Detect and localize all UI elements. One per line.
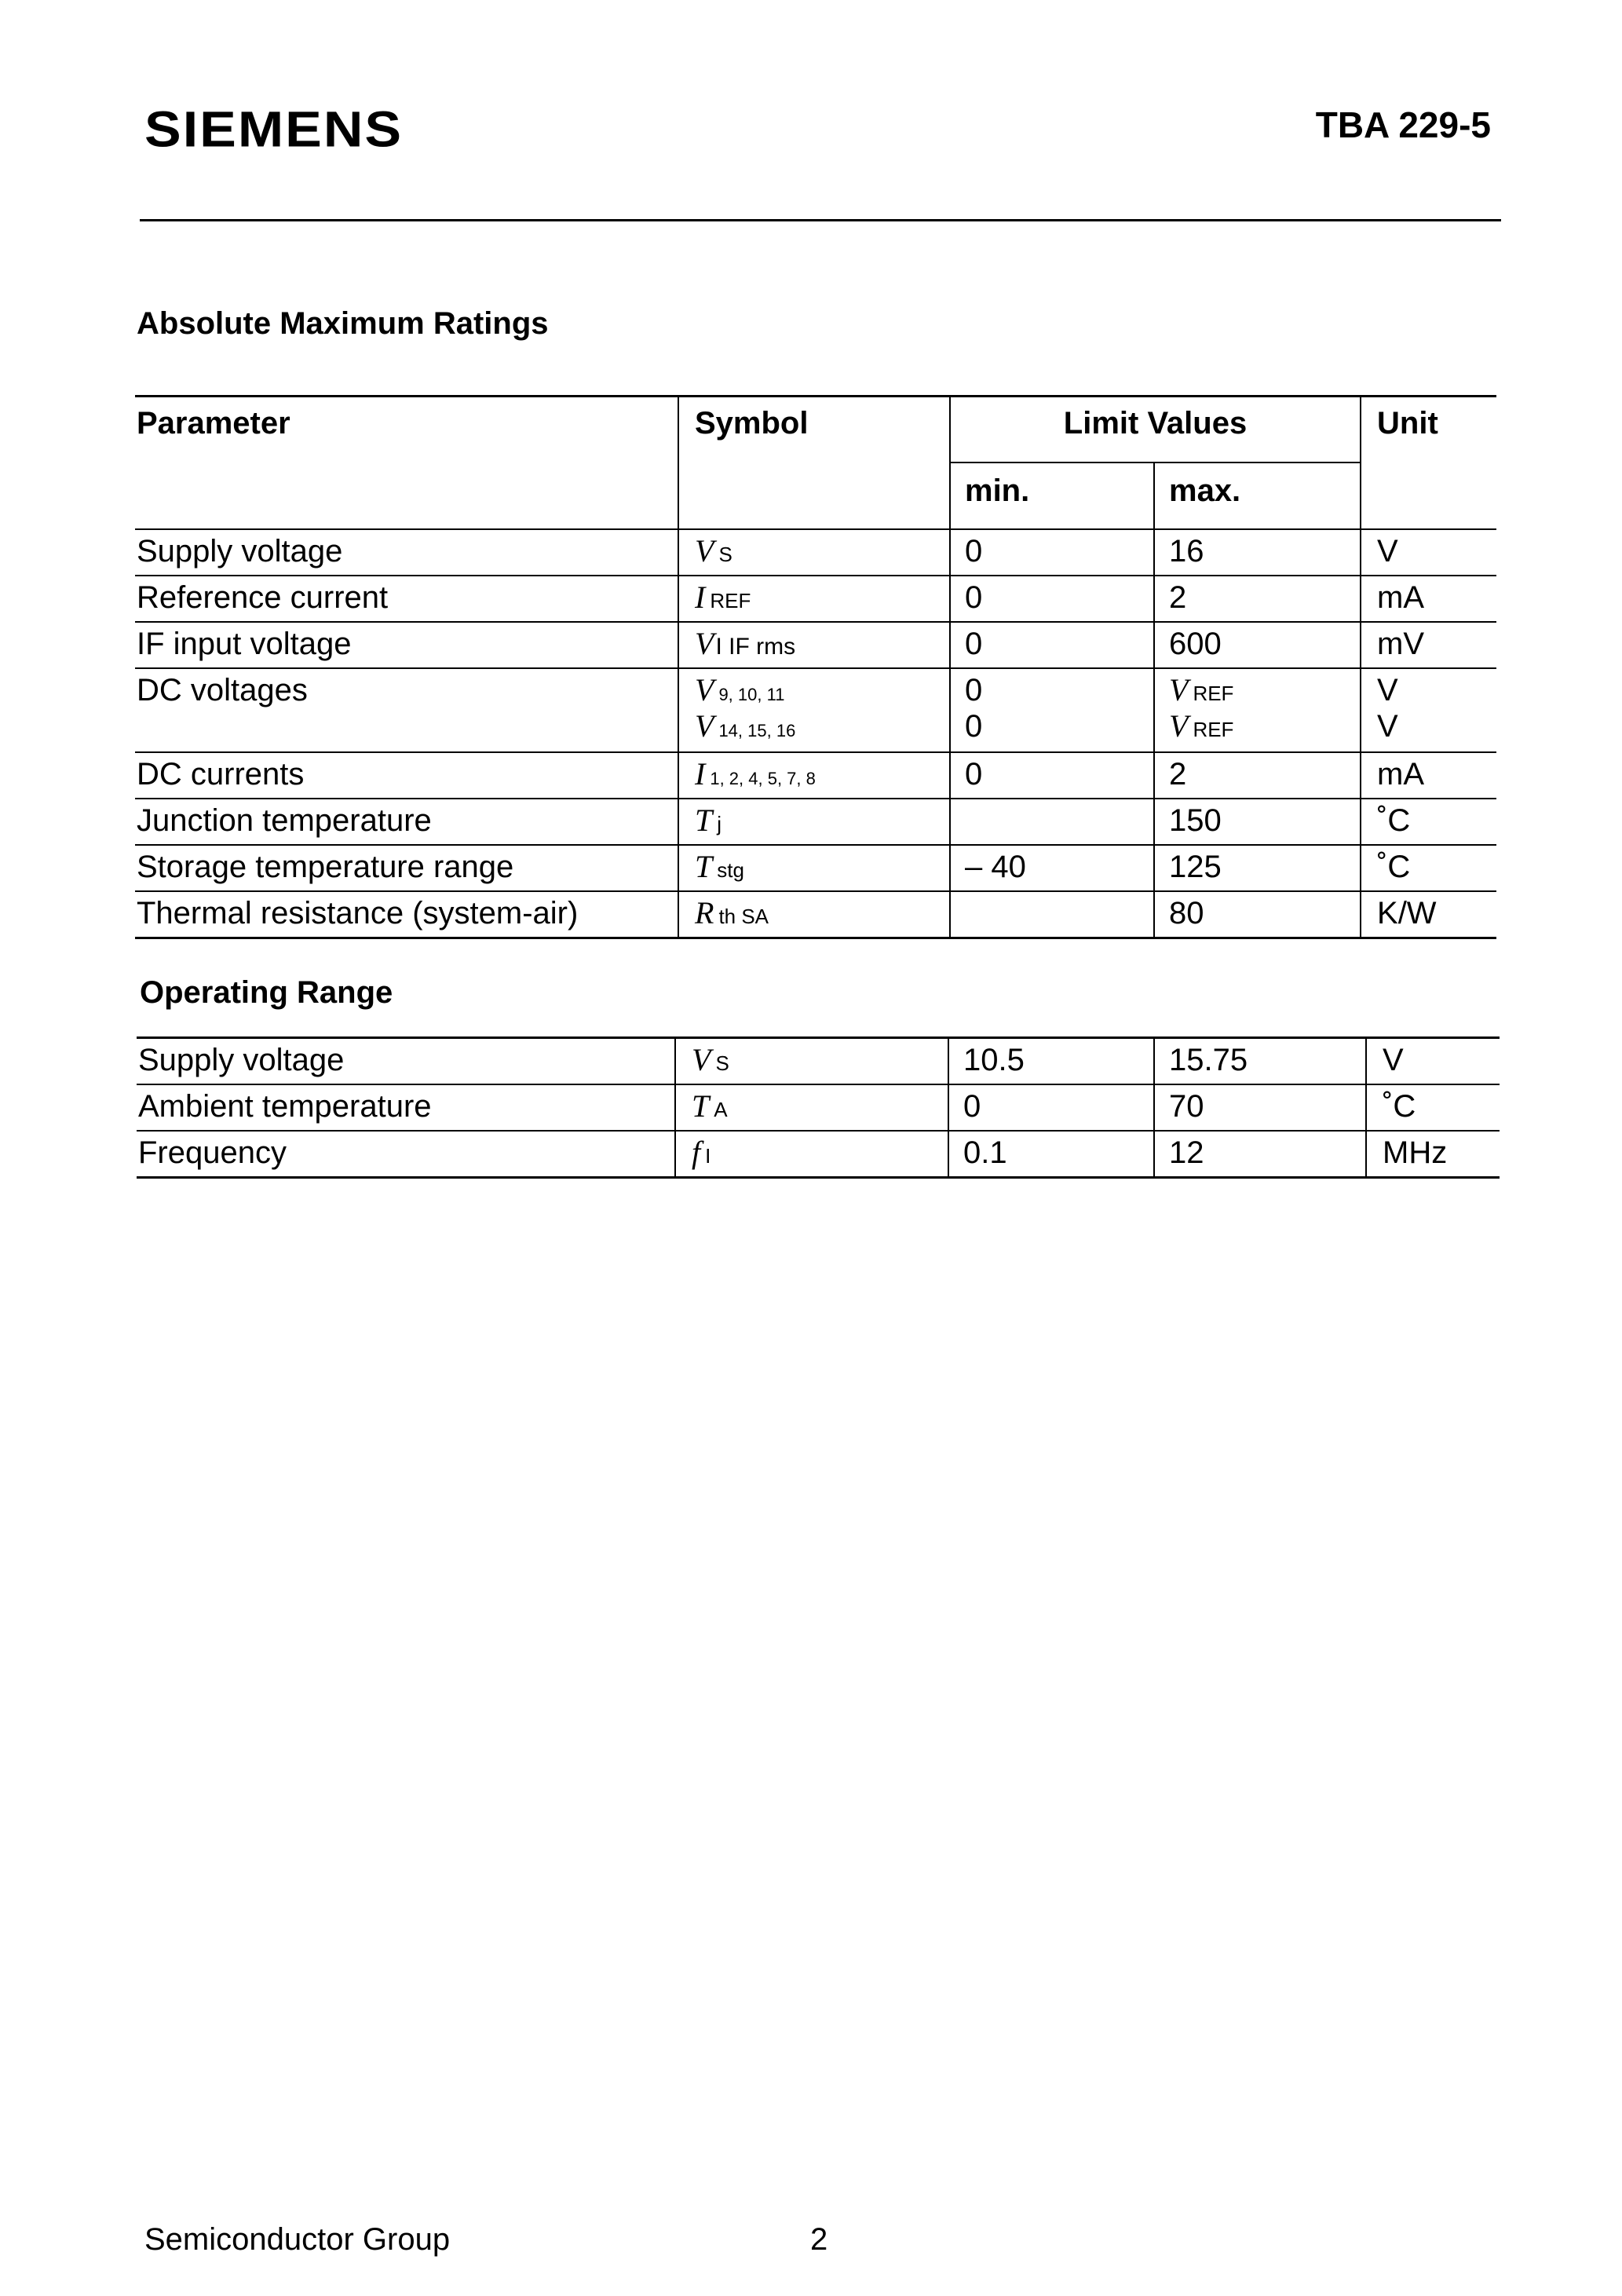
max-cell: 2 — [1169, 757, 1187, 792]
unit-cell: mA — [1377, 757, 1425, 792]
parameter-cell: Thermal resistance (system-air) — [137, 896, 579, 930]
column-header-symbol: Symbol — [678, 397, 950, 530]
min-cell: 10.5 — [963, 1043, 1025, 1077]
parameter-cell: Ambient temperature — [138, 1089, 432, 1124]
column-header-unit: Unit — [1361, 397, 1496, 530]
table-row — [135, 799, 1496, 845]
siemens-logo: SIEMENS — [144, 101, 404, 158]
table-row — [137, 1084, 1500, 1131]
column-header-parameter: Parameter — [137, 406, 290, 441]
min-cell: 0 — [965, 580, 983, 615]
unit-cell: K/W — [1377, 896, 1437, 930]
max-cell: VREF VREF — [1169, 672, 1234, 744]
operating-range-table — [137, 1036, 1500, 1179]
parameter-cell: Storage temperature range — [137, 850, 514, 884]
unit-cell: mV — [1377, 627, 1425, 661]
max-cell: 15.75 — [1169, 1043, 1248, 1077]
max-cell: 16 — [1169, 534, 1204, 569]
parameter-cell: Supply voltage — [138, 1043, 345, 1077]
parameter-cell: Reference current — [137, 580, 389, 615]
table-row — [135, 576, 1496, 622]
table-row — [135, 891, 1496, 938]
column-header-limit-values: Limit Values — [950, 397, 1361, 463]
page-number: 2 — [810, 2222, 828, 2257]
column-header-min: min. — [950, 462, 1154, 529]
parameter-cell: DC currents — [137, 757, 305, 792]
unit-cell: MHz — [1383, 1135, 1448, 1170]
parameter-cell: DC voltages — [137, 673, 308, 707]
symbol-cell: Tstg — [695, 849, 744, 884]
table-row — [135, 845, 1496, 891]
max-cell: 12 — [1169, 1135, 1204, 1170]
section-title-operating-range: Operating Range — [140, 975, 393, 1010]
footer-company: Semiconductor Group — [144, 2222, 451, 2257]
symbol-cell: I 1, 2, 4, 5, 7, 8 — [695, 756, 816, 792]
min-cell — [965, 892, 1153, 897]
part-number: TBA 229-5 — [1315, 104, 1491, 145]
symbol-cell: IREF — [695, 579, 751, 615]
unit-cell: V — [1383, 1043, 1404, 1077]
min-cell: 0 — [965, 534, 983, 569]
header-divider — [140, 219, 1501, 221]
parameter-cell: IF input voltage — [137, 627, 352, 661]
unit-cell: ˚C — [1383, 1089, 1416, 1124]
min-cell: 0 0 — [965, 673, 983, 744]
parameter-cell: Supply voltage — [137, 534, 343, 569]
min-cell: 0 — [965, 757, 983, 792]
min-cell — [965, 799, 1153, 804]
symbol-cell: V S — [692, 1042, 729, 1077]
table-row — [135, 668, 1496, 752]
max-cell: 2 — [1169, 580, 1187, 615]
section-title-absolute-maximum-ratings: Absolute Maximum Ratings — [137, 306, 549, 341]
max-cell: 70 — [1169, 1089, 1204, 1124]
min-cell: 0.1 — [963, 1135, 1007, 1170]
symbol-cell: T A — [692, 1088, 728, 1124]
table-row — [135, 529, 1496, 576]
table-row — [137, 1131, 1500, 1178]
parameter-cell: Junction temperature — [137, 803, 432, 838]
table-row — [137, 1038, 1500, 1085]
unit-cell: V — [1377, 534, 1398, 569]
absolute-maximum-ratings-table — [135, 395, 1496, 939]
max-cell: 125 — [1169, 850, 1222, 884]
symbol-cell: V 9, 10, 11 V 14, 15, 16 — [695, 672, 796, 744]
max-cell: 150 — [1169, 803, 1222, 838]
symbol-cell: V S — [695, 533, 732, 569]
unit-cell: ˚C — [1377, 850, 1411, 884]
min-cell: 0 — [963, 1089, 981, 1124]
symbol-cell: Tj — [695, 803, 722, 838]
table-row — [135, 752, 1496, 799]
unit-cell: V V — [1377, 673, 1398, 744]
unit-cell: ˚C — [1377, 803, 1411, 838]
column-header-max: max. — [1154, 462, 1361, 529]
max-cell: 600 — [1169, 627, 1222, 661]
symbol-cell: VI IF rms — [695, 626, 796, 661]
min-cell: – 40 — [965, 850, 1026, 884]
unit-cell: mA — [1377, 580, 1425, 615]
table-row — [135, 622, 1496, 668]
min-cell: 0 — [965, 627, 983, 661]
parameter-cell: Frequency — [138, 1135, 287, 1170]
symbol-cell: f I — [692, 1135, 711, 1170]
max-cell: 80 — [1169, 896, 1204, 930]
symbol-cell: Rth SA — [695, 895, 769, 930]
